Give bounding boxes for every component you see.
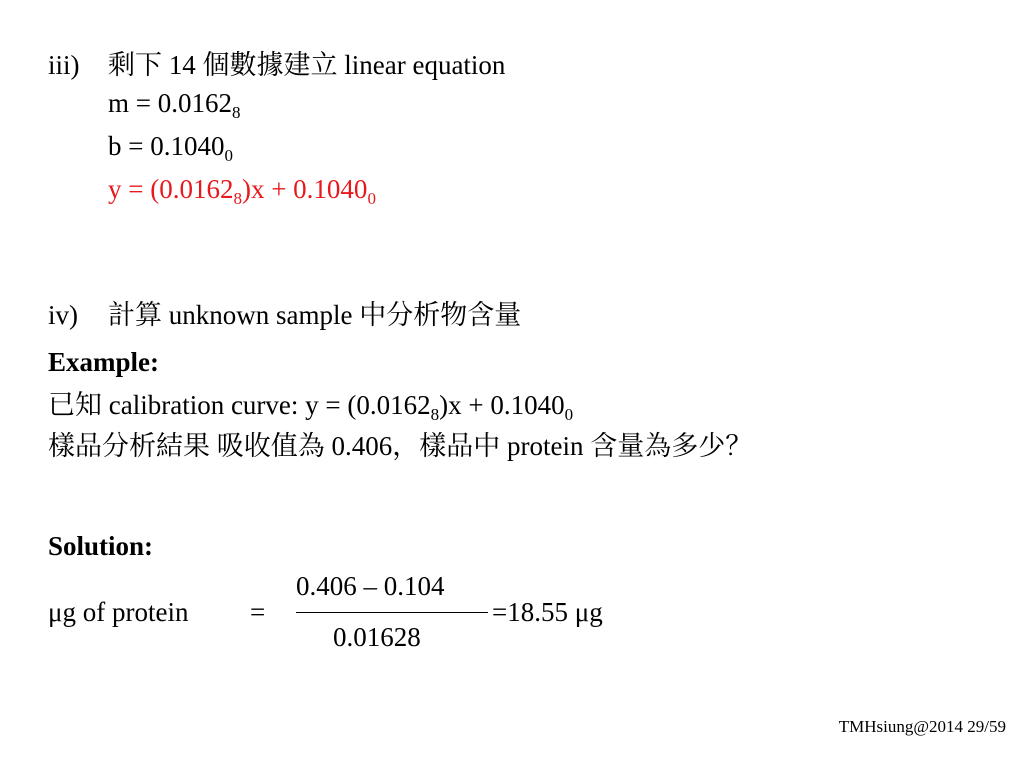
solution-title: Solution: [48, 531, 154, 561]
step-3-heading: 剩下 14 個數據建立 linear equation [108, 50, 506, 80]
slope-text: m = 0.0162 [108, 88, 232, 118]
intercept-subscript: 0 [224, 146, 233, 165]
intercept-text: b = 0.1040 [108, 131, 225, 161]
example-title: Example: [48, 347, 159, 377]
fraction-denominator: 0.01628 [333, 622, 421, 652]
known-curve-part-2: )x + 0.1040 [439, 390, 565, 420]
equation-part-1: y = (0.0162 [108, 174, 234, 204]
known-curve-subscript-1: 8 [430, 405, 440, 424]
intercept-line [108, 131, 233, 165]
linear-equation [108, 174, 376, 208]
fraction-numerator: 0.406 – 0.104 [296, 571, 445, 601]
solution-equals-sign: = [250, 597, 266, 627]
step-3-label: iii) [48, 50, 80, 80]
known-curve-subscript-2: 0 [564, 405, 574, 424]
slide-footer: TMHsiung@2014 29/59 [838, 717, 1006, 736]
example-question: 樣品分析結果 吸收值為 0.406，樣品中 protein 含量為多少？ [48, 431, 753, 461]
step-4-label: iv) [48, 300, 78, 330]
equation-part-2: )x + 0.1040 [241, 174, 368, 204]
fraction-bar [296, 612, 488, 613]
equation-subscript-2: 0 [367, 189, 376, 208]
known-curve-line [48, 390, 574, 424]
slope-line [108, 88, 241, 122]
known-curve-part-1: 已知 calibration curve: y = (0.0162 [48, 390, 431, 420]
slope-subscript: 8 [231, 103, 241, 122]
solution-result: =18.55 μg [492, 597, 603, 627]
equation-subscript-1: 8 [233, 189, 242, 208]
step-4-heading: 計算 unknown sample 中分析物含量 [108, 300, 522, 330]
solution-lhs: μg of protein [48, 597, 189, 627]
